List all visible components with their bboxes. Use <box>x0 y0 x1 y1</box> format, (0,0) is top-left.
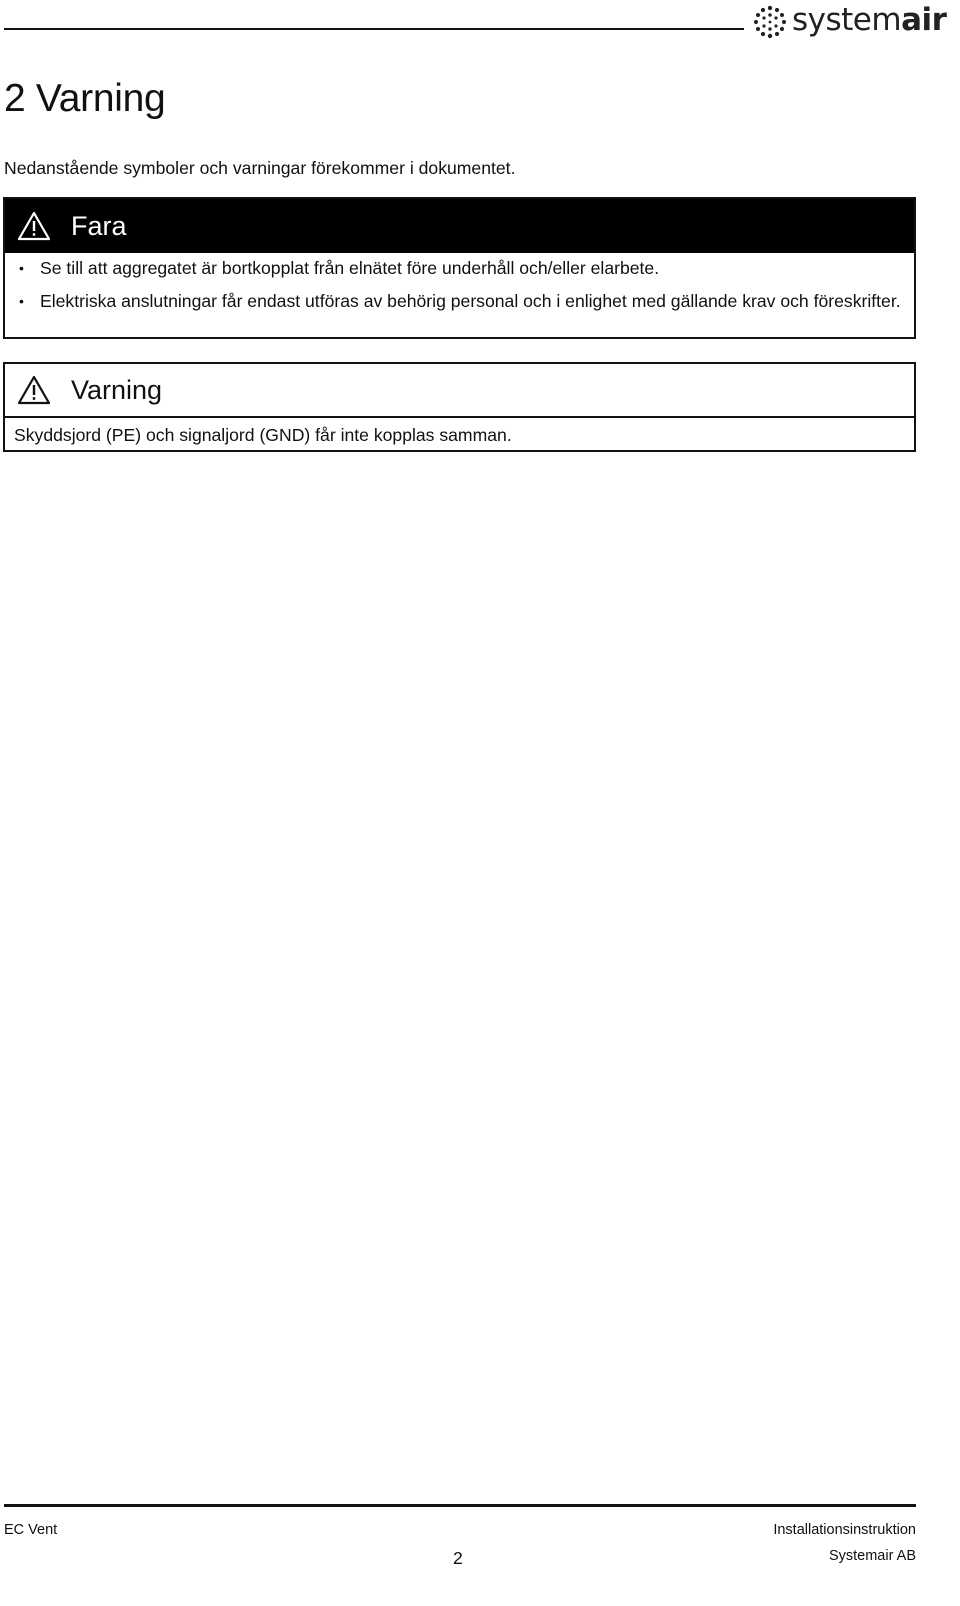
footer-rule <box>4 1504 916 1507</box>
brand-prefix: system <box>792 1 902 38</box>
warning-box <box>3 362 916 452</box>
list-item <box>13 258 902 278</box>
list-item <box>13 291 902 311</box>
page-number: 2 <box>453 1548 463 1568</box>
warning-header <box>5 364 914 418</box>
footer-doc-type: Installationsinstruktion <box>773 1522 916 1538</box>
bullet: • <box>19 260 24 276</box>
systemair-dot-circle-icon <box>752 4 788 40</box>
danger-list <box>13 258 902 324</box>
footer-company: Systemair AB <box>828 1548 916 1564</box>
warning-triangle-icon <box>17 375 51 405</box>
intro-text: Nedanstående symboler och varningar förekommer i dokumentet. <box>4 158 516 178</box>
brand-logo <box>752 0 946 44</box>
danger-item-text: Se till att aggregatet är bortkopplat från elnätet före underhåll och/eller elarbete. <box>40 258 660 278</box>
page-title: 2 Varning <box>4 77 166 120</box>
danger-title: Fara <box>71 210 127 241</box>
danger-item-text: Elektriska anslutningar får endast utföras av behörig personal och i enlighet med gällande krav och föreskrifter. <box>40 291 901 311</box>
footer-product: EC Vent <box>4 1522 58 1538</box>
warning-triangle-icon <box>17 211 51 241</box>
brand-wordmark <box>792 1 947 38</box>
brand-suffix: air <box>901 1 947 38</box>
danger-box <box>3 197 916 339</box>
header-rule <box>4 28 744 30</box>
danger-header <box>5 199 914 253</box>
bullet: • <box>19 293 24 309</box>
warning-title: Varning <box>71 374 163 405</box>
warning-text: Skyddsjord (PE) och signaljord (GND) får inte kopplas samman. <box>14 425 512 445</box>
